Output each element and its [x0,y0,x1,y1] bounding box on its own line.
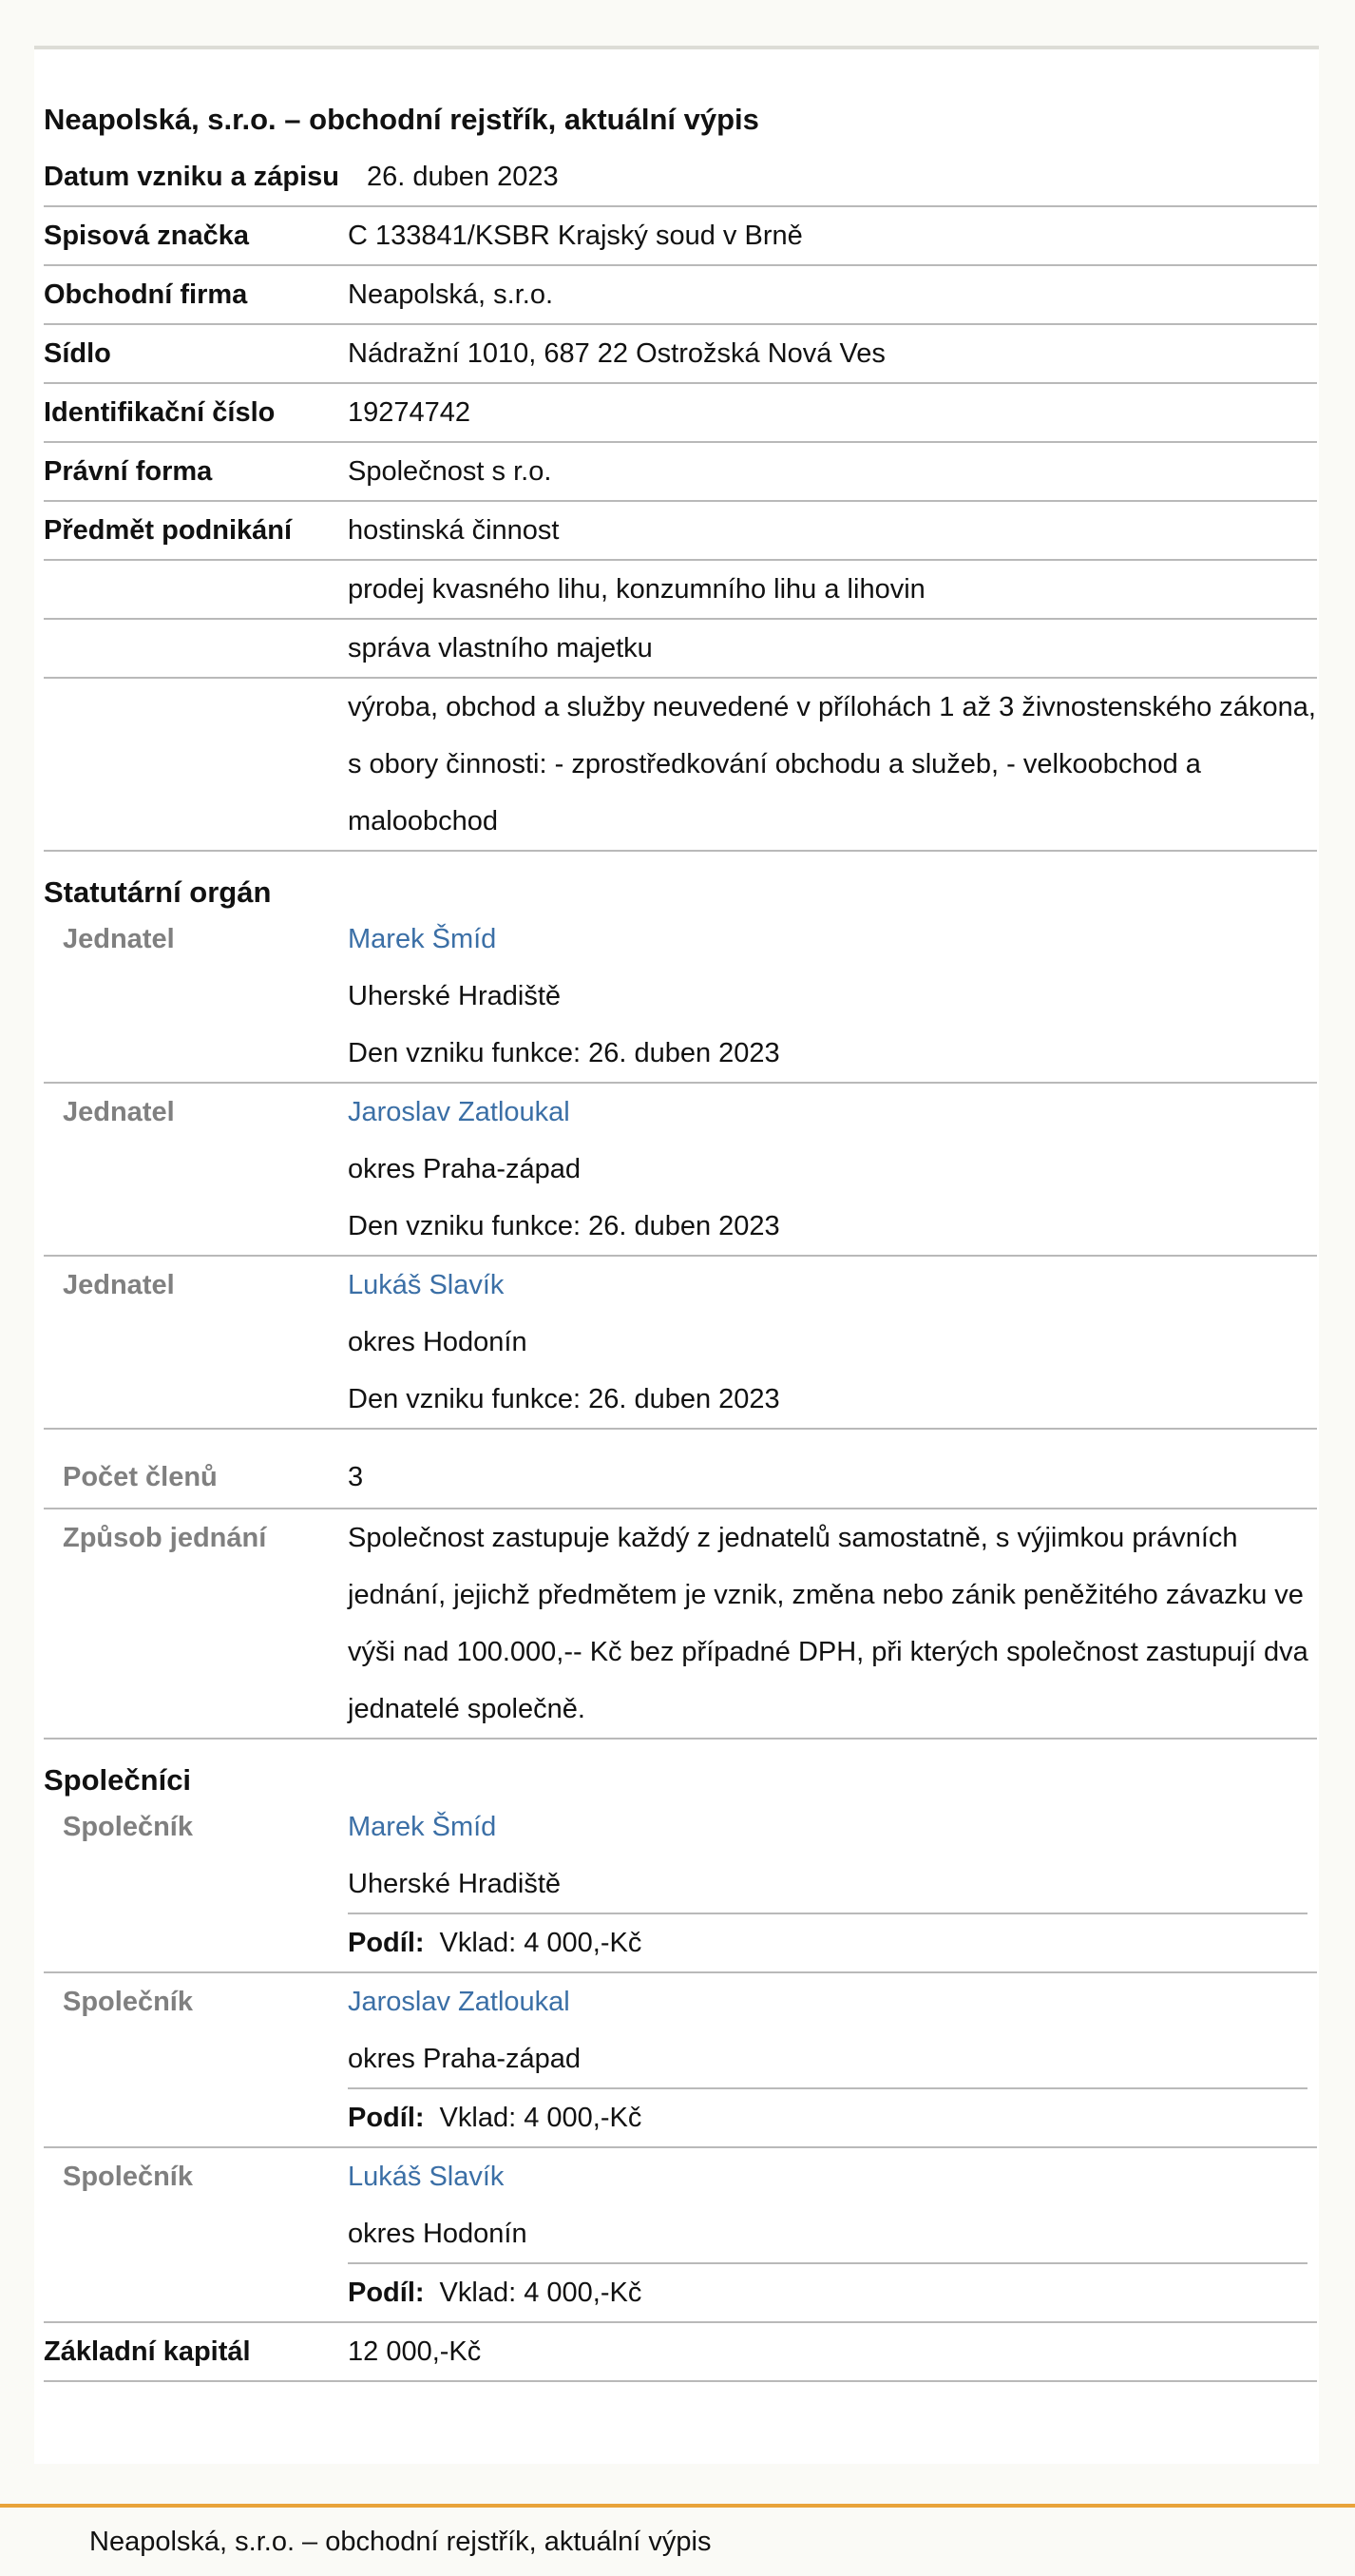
partner-details [348,1798,1317,1971]
empty-label [44,561,348,618]
member-place: okres Hodonín [348,1327,527,1357]
capital-value: 12 000,-Kč [348,2336,482,2367]
business-item-row [44,561,1317,620]
member-details [348,911,1317,1082]
member-count-label: Počet členů [63,1462,218,1492]
field-value: Nádražní 1010, 687 22 Ostrožská Nová Ves [348,338,886,369]
field-row-founding-date [44,148,1317,207]
register-extract-content [44,91,1317,2382]
member-count-row [44,1430,1317,1509]
page-title: Neapolská, s.r.o. – obchodní rejstřík, aktuální výpis [44,103,759,136]
field-label: Datum vzniku a zápisu [44,162,340,192]
field-row-legal-form [44,443,1317,502]
partner-row [44,1798,1317,1973]
partner-details [348,1973,1317,2146]
share-label: Podíl: [348,2103,425,2133]
member-name-link[interactable]: Lukáš Slavík [348,1270,505,1300]
field-label: Sídlo [44,338,111,369]
footer-title: Neapolská, s.r.o. – obchodní rejstřík, aktuální výpis [89,2527,712,2557]
statutory-member-row [44,1257,1317,1430]
share-label: Podíl: [348,2278,425,2308]
partner-role: Společník [63,2162,193,2192]
section-title-statutory: Statutární orgán [44,875,272,909]
partner-name-link[interactable]: Marek Šmíd [348,1812,497,1842]
member-count-value: 3 [348,1462,364,1492]
member-since: Den vzniku funkce: 26. duben 2023 [348,1038,780,1068]
field-value: C 133841/KSBR Krajský soud v Brně [348,221,803,251]
member-name-link[interactable]: Jaroslav Zatloukal [348,1097,570,1127]
partner-share [348,1913,1307,1971]
section-title-partners: Společníci [44,1763,192,1797]
member-details [348,1084,1317,1255]
partner-name-link[interactable]: Lukáš Slavík [348,2162,505,2192]
partner-name-link[interactable]: Jaroslav Zatloukal [348,1987,570,2017]
partner-details [348,2148,1317,2321]
empty-label [44,620,348,677]
member-details [348,1257,1317,1428]
partner-row [44,2148,1317,2323]
field-label: Identifikační číslo [44,397,276,428]
member-role: Jednatel [63,924,175,954]
partner-place: okres Praha-západ [348,2044,582,2074]
capital-label: Základní kapitál [44,2336,251,2367]
partner-place: okres Hodonín [348,2219,527,2249]
footer-bar [0,2504,1355,2576]
share-value: Vklad: 4 000,-Kč [439,1928,642,1958]
partner-row [44,1973,1317,2148]
business-item-row [44,620,1317,679]
field-label: Spisová značka [44,221,249,251]
share-value: Vklad: 4 000,-Kč [439,2103,642,2133]
field-row-seat [44,325,1317,384]
empty-label [44,679,348,850]
acting-method-value: Společnost zastupuje každý z jednatelů samostatně, s výjimkou právních jednání, jejichž předmětem je vznik, změna nebo zánik peněžitého závazku ve výši nad 100.000,-- Kč bez případné DPH, při kterých společnost zastupují dva jednatelé společně. [348,1523,1308,1724]
field-row-company-name [44,266,1317,325]
field-label: Obchodní firma [44,279,248,310]
business-item: správa vlastního majetku [348,633,653,663]
business-item: prodej kvasného lihu, konzumního lihu a lihovin [348,574,926,605]
business-item: výroba, obchod a služby neuvedené v přílohách 1 až 3 živnostenského zákona, s obory činnosti: - zprostředkování obchodu a služeb, - velkoobchod a maloobchod [348,692,1316,836]
share-label: Podíl: [348,1928,425,1958]
acting-method-row [44,1509,1317,1740]
statutory-member-row [44,1084,1317,1257]
capital-row [44,2323,1317,2382]
partner-role: Společník [63,1812,193,1842]
member-place: okres Praha-západ [348,1154,582,1184]
acting-method-label: Způsob jednání [63,1523,267,1553]
business-label: Předmět podnikání [44,515,293,546]
member-role: Jednatel [63,1097,175,1127]
field-row-id-number [44,384,1317,443]
member-name-link[interactable]: Marek Šmíd [348,924,497,954]
member-since: Den vzniku funkce: 26. duben 2023 [348,1211,780,1241]
register-extract-card [34,46,1319,2464]
share-value: Vklad: 4 000,-Kč [439,2278,642,2308]
member-since: Den vzniku funkce: 26. duben 2023 [348,1384,780,1414]
field-row-file-number [44,207,1317,266]
partner-share [348,2087,1307,2146]
partner-role: Společník [63,1987,193,2017]
partner-share [348,2262,1307,2321]
partner-place: Uherské Hradiště [348,1869,562,1899]
member-role: Jednatel [63,1270,175,1300]
business-item: hostinská činnost [348,515,560,546]
business-item-row [44,679,1317,852]
statutory-member-row [44,911,1317,1084]
business-item-row [44,502,1317,561]
member-place: Uherské Hradiště [348,981,562,1011]
field-label: Právní forma [44,456,213,487]
field-value: Společnost s r.o. [348,456,552,487]
field-value: Neapolská, s.r.o. [348,279,553,310]
field-value: 26. duben 2023 [367,162,559,192]
field-value: 19274742 [348,397,471,428]
